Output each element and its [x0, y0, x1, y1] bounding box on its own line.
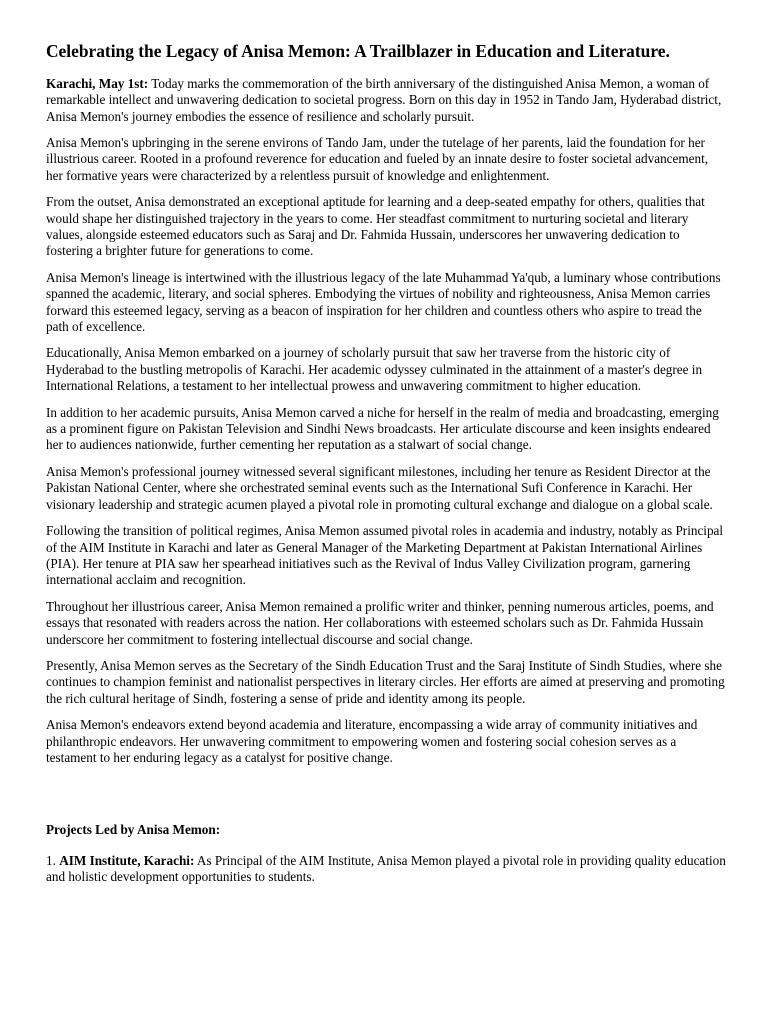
body-paragraph-1: Anisa Memon's upbringing in the serene environs of Tando Jam, under the tutelage of her parents, laid the foundation for her illustrious career. Rooted in a profound reverence for education and fueled by an innate desire to foster societal advancement, her formative years were characterized by a relentless pursuit of knowledge and enlightenment.: [46, 134, 709, 183]
body-paragraph-7: Following the transition of political regimes, Anisa Memon assumed pivotal roles in academia and industry, notably as Principal of the AIM Institute in Karachi and later as General Manager of the Marketing Department at Pakistan International Airlines (PIA). Her tenure at PIA saw her spearhead initiatives such as the Revival of Indus Valley Civilization program, garnering international acclaim and recognition.: [46, 523, 724, 588]
body-paragraph-4: Educationally, Anisa Memon embarked on a journey of scholarly pursuit that saw her traverse from the historic city of Hyderabad to the bustling metropolis of Karachi. Her academic odyssey culminated in the attainment of a master's degree in International Relations, a testament to her intellectual prowess and unwavering commitment to higher education.: [46, 345, 703, 394]
article-title: Celebrating the Legacy of Anisa Memon: A Trailblazer in Education and Literature.: [46, 41, 670, 61]
section-spacer: [46, 776, 726, 822]
project-item: [46, 853, 726, 886]
project-number: 1.: [46, 852, 60, 868]
body-paragraph-2: From the outset, Anisa demonstrated an exceptional aptitude for learning and a deep-seated empathy for others, qualities that would shape her distinguished trajectory in the years to come. Her steadfast commitment to nurturing societal and literary values, alongside esteemed educators such as Saraj and Dr. Fahmida Hussain, underscores her unwavering dedication to fostering a brighter future for generations to come.: [46, 194, 705, 259]
body-paragraph-6: Anisa Memon's professional journey witnessed several significant milestones, including her tenure as Resident Director at the Pakistan National Center, where she orchestrated seminal events such as the International Sufi Conference in Karachi. Her visionary leadership and strategic acumen played a pivotal role in promoting cultural exchange and dialogue on a global scale.: [46, 463, 713, 512]
body-paragraph-10: Anisa Memon's endeavors extend beyond academia and literature, encompassing a wide array of community initiatives and philanthropic endeavors. Her unwavering commitment to empowering women and fostering social cohesion serves as a testament to her enduring legacy as a catalyst for positive change.: [46, 717, 698, 765]
project-name: AIM Institute, Karachi:: [59, 852, 195, 868]
intro-text: Today marks the commemoration of the birth anniversary of the distinguished Anisa Memon, a woman of remarkable intellect and unwavering dedication to societal progress. Born on this day in 1952 in Tando Jam, Hyderabad district, Anisa Memon's journey embodies the essence of resilience and scholarly pursuit.: [46, 75, 722, 124]
project-description: As Principal of the AIM Institute, Anisa Memon played a pivotal role in providing quality education and holistic development opportunities to students.: [46, 852, 726, 885]
body-paragraph-5: In addition to her academic pursuits, Anisa Memon carved a niche for herself in the realm of media and broadcasting, emerging as a prominent figure on Pakistan Television and Sindhi News broadcasts. Her articulate discourse and keen insights endeared her to audiences nationwide, further cementing her reputation as a stalwart of social change.: [46, 404, 719, 453]
dateline: Karachi, May 1st:: [46, 75, 149, 91]
body-paragraph-3: Anisa Memon's lineage is intertwined with the illustrious legacy of the late Muhammad Ya'qub, a luminary whose contributions spanned the academic, literary, and social spheres. Embodying the virtues of nobility and righteousness, Anisa Memon carries forward this esteemed legacy, serving as a beacon of inspiration for her children and countless others who aspire to tread the path of excellence.: [46, 269, 721, 335]
body-paragraph-8: Throughout her illustrious career, Anisa Memon remained a prolific writer and thinker, penning numerous articles, poems, and essays that resonated with readers across the nation. Her collaborations with esteemed scholars such as Dr. Fahmida Hussain underscore her commitment to fostering intellectual discourse and social change.: [46, 598, 714, 647]
projects-heading: Projects Led by Anisa Memon:: [46, 822, 221, 838]
document-page: [46, 41, 726, 896]
body-paragraph-9: Presently, Anisa Memon serves as the Secretary of the Sindh Education Trust and the Saraj Institute of Sindh Studies, where she continues to champion feminist and nationalist perspectives in literary circles. Her efforts are aimed at preserving and promoting the rich cultural heritage of Sindh, fostering a sense of pride and identity among its people.: [46, 657, 725, 706]
intro-paragraph: [46, 76, 726, 125]
